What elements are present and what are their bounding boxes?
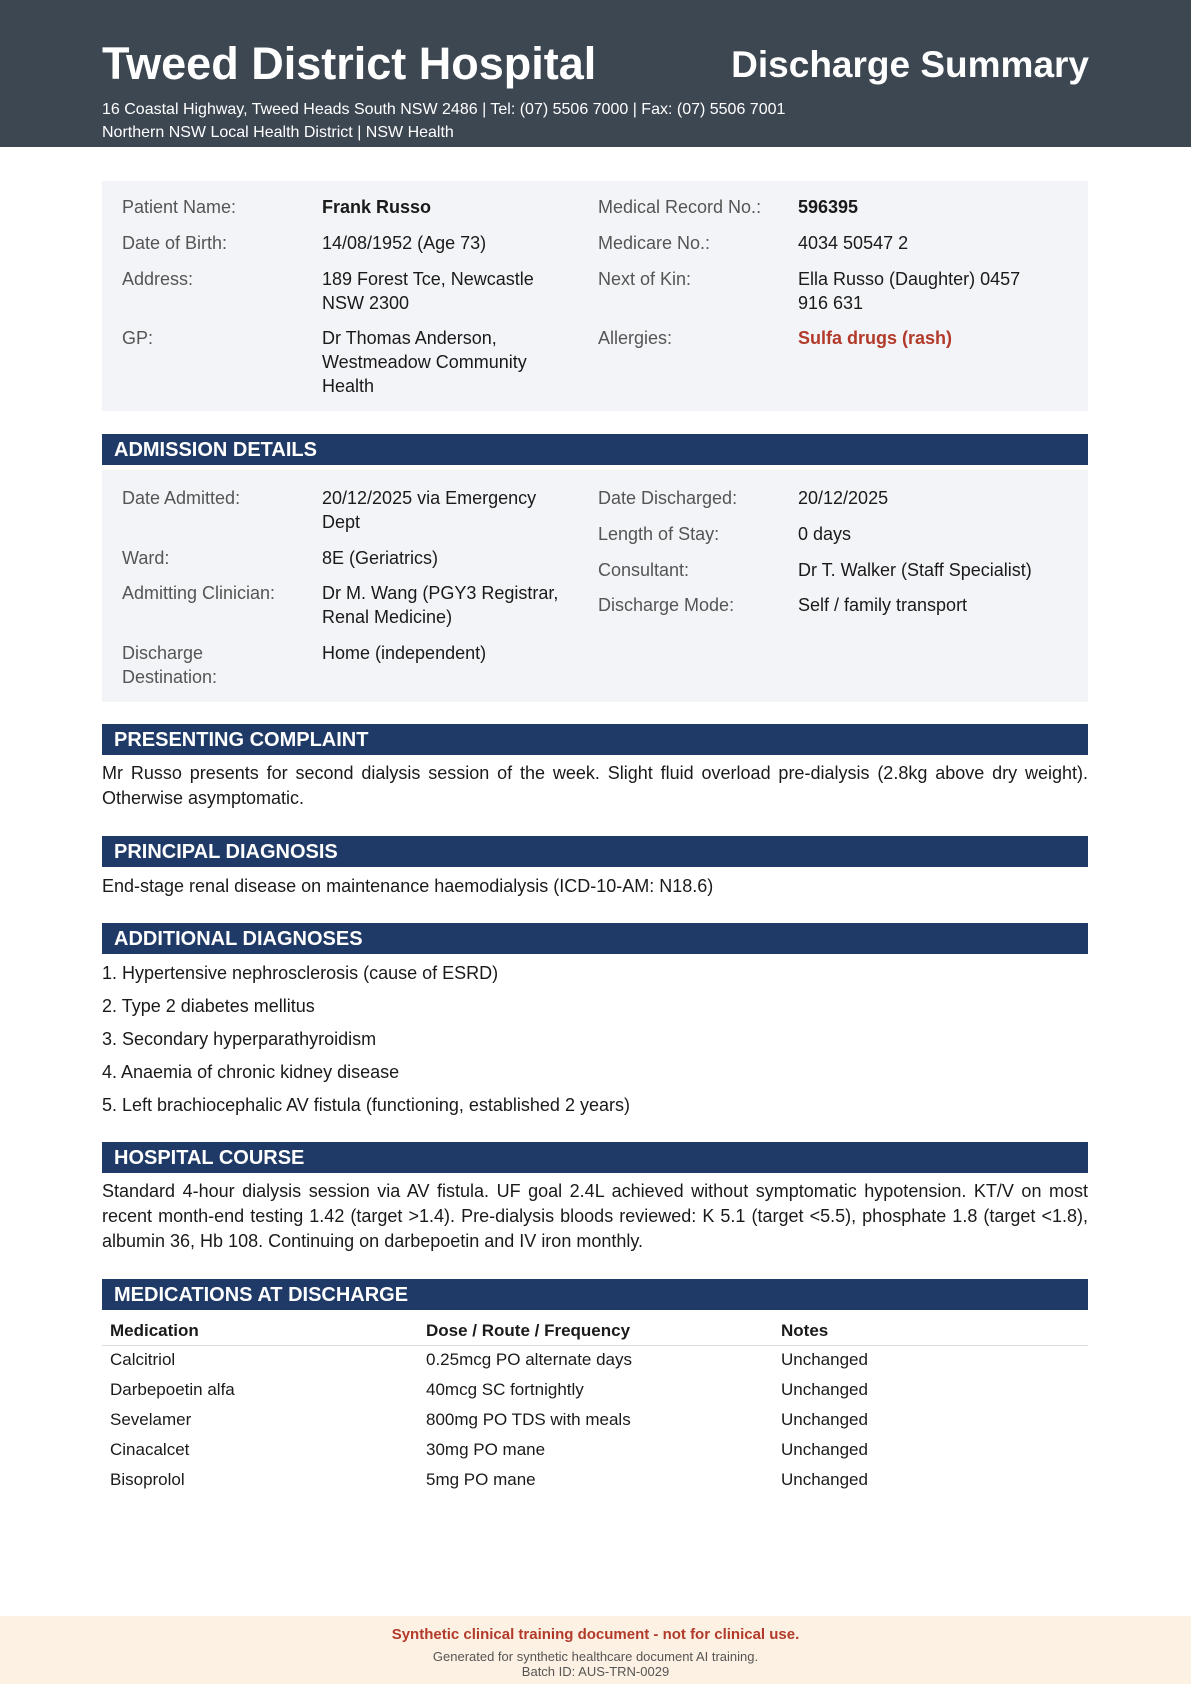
medications-heading: MEDICATIONS AT DISCHARGE [102,1279,1088,1310]
patient-details-panel [102,181,1088,411]
medication-dose: 40mcg SC fortnightly [426,1380,584,1399]
list-item: 5. Left brachiocephalic AV fistula (functioning, established 2 years) [102,1095,630,1115]
medicare-label: Medicare No.: [598,233,711,253]
date-discharged-label: Date Discharged: [598,488,738,508]
medication-name: Calcitriol [110,1350,176,1370]
table-row [102,1345,1088,1375]
presenting-complaint-text: Mr Russo presents for second dialysis session of the week. Slight fluid overload pre-dialysis (2.8kg above dry weight). Otherwise asymptomatic. [102,763,1088,808]
principal-diagnosis-heading: PRINCIPAL DIAGNOSIS [102,836,1088,867]
medication-notes: Unchanged [781,1470,868,1489]
dob-label: Date of Birth: [122,233,228,253]
synthetic-warning: Synthetic clinical training document - not for clinical use. [391,1626,800,1643]
table-row [102,1375,1088,1405]
document-footer [0,1616,1191,1684]
list-item: 1. Hypertensive nephrosclerosis (cause of ESRD) [102,963,499,983]
length-of-stay-label: Length of Stay: [598,524,720,544]
hospital-course-heading: HOSPITAL COURSE [102,1142,1088,1173]
table-row [102,1435,1088,1465]
medication-dose: 0.25mcg PO alternate days [426,1350,633,1370]
document-header [0,0,1191,147]
presenting-complaint-heading: PRESENTING COMPLAINT [102,724,1088,755]
allergies-label: Allergies: [598,328,673,348]
dose-column-header: Dose / Route / Frequency [418,1317,773,1345]
table-row [102,1405,1088,1435]
hospital-name: Tweed District Hospital [102,38,597,89]
admitting-clinician-value: Dr M. Wang (PGY3 Registrar, Renal Medicine) [322,583,559,627]
medication-name: Sevelamer [110,1410,192,1429]
ward-label: Ward: [122,548,170,568]
medication-notes: Unchanged [781,1380,868,1399]
length-of-stay-value: 0 days [798,524,852,544]
medication-column-header: Medication [102,1317,418,1345]
medication-dose: 30mg PO mane [426,1440,546,1459]
medication-name: Bisoprolol [110,1470,185,1489]
date-admitted-label: Date Admitted: [122,488,241,508]
allergies-value: Sulfa drugs (rash) [798,328,953,348]
ward-value: 8E (Geriatrics) [322,548,439,568]
date-discharged-value: 20/12/2025 [798,488,889,508]
medication-notes: Unchanged [781,1350,868,1370]
principal-diagnosis-text: End-stage renal disease on maintenance haemodialysis (ICD-10-AM: N18.6) [102,876,714,896]
date-admitted-value: 20/12/2025 via Emergency Dept [322,488,537,532]
discharge-mode-label: Discharge Mode: [598,595,735,615]
consultant-value: Dr T. Walker (Staff Specialist) [798,560,1032,580]
gp-value: Dr Thomas Anderson, Westmeadow Community Health [322,328,527,396]
medications-table [102,1317,1088,1495]
discharge-destination-value: Home (independent) [322,643,487,663]
additional-diagnoses-heading: ADDITIONAL DIAGNOSES [102,923,1088,954]
medications-header-row [102,1317,1088,1345]
health-district: Northern NSW Local Health District | NSW Health [102,124,454,141]
medication-dose: 5mg PO mane [426,1470,536,1489]
address-value: 189 Forest Tce, Newcastle NSW 2300 [322,269,534,313]
mrn-value: 596395 [798,197,859,217]
table-row [102,1465,1088,1495]
next-of-kin-value: Ella Russo (Daughter) 0457 916 631 [798,269,1021,313]
list-item: 4. Anaemia of chronic kidney disease [102,1062,400,1082]
address-label: Address: [122,269,194,289]
medication-name: Darbepoetin alfa [110,1380,235,1399]
dob-value: 14/08/1952 (Age 73) [322,233,487,253]
discharge-mode-value: Self / family transport [798,595,968,615]
admission-details-panel [102,470,1088,702]
document-title: Discharge Summary [731,44,1089,85]
medication-notes: Unchanged [781,1410,868,1429]
notes-column-header: Notes [773,1317,1088,1345]
patient-name-label: Patient Name: [122,197,237,217]
list-item: 2. Type 2 diabetes mellitus [102,996,315,1016]
medication-notes: Unchanged [781,1440,868,1459]
list-item: 3. Secondary hyperparathyroidism [102,1029,377,1049]
hospital-address: 16 Coastal Highway, Tweed Heads South NSW 2486 | Tel: (07) 5506 7000 | Fax: (07) 5506 7001 [102,101,786,118]
batch-id: Batch ID: AUS-TRN-0029 [521,1664,670,1679]
hospital-course-text: Standard 4-hour dialysis session via AV fistula. UF goal 2.4L achieved without symptomatic hypotension. KT/V on most recent month-end testing 1.42 (target >1.4). Pre-dialysis bloods reviewed: K 5.1 (target <5.5), phosphate 1.8 (target <1.8), albumin 36, Hb 108. Continuing on darbepoetin and IV iron monthly. [102,1181,1088,1251]
discharge-destination-label: Discharge Destination: [122,643,218,687]
next-of-kin-label: Next of Kin: [598,269,692,289]
medication-dose: 800mg PO TDS with meals [426,1410,631,1429]
admission-details-heading: ADMISSION DETAILS [102,434,1088,465]
consultant-label: Consultant: [598,560,690,580]
patient-name: Frank Russo [322,197,432,217]
medicare-value: 4034 50547 2 [798,233,909,253]
admitting-clinician-label: Admitting Clinician: [122,583,276,603]
medication-name: Cinacalcet [110,1440,190,1459]
generated-note: Generated for synthetic healthcare document AI training. [432,1649,759,1664]
mrn-label: Medical Record No.: [598,197,762,217]
gp-label: GP: [122,328,154,348]
